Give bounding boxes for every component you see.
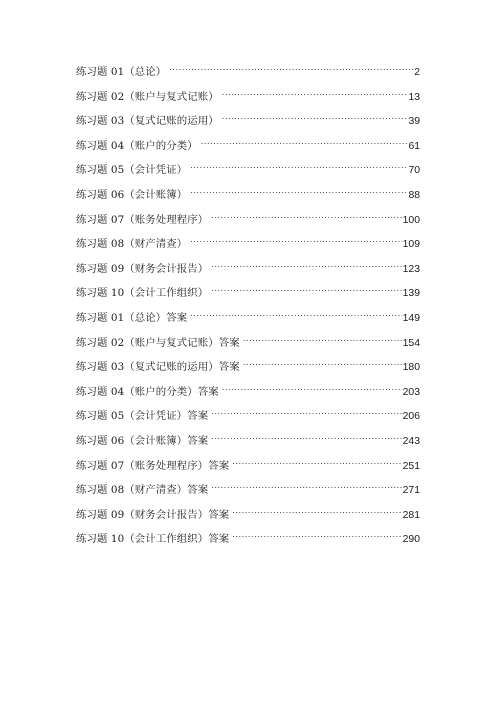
toc-entry-title: 练习题 09（财务会计报告）答案 xyxy=(76,508,230,521)
toc-entry-title: 练习题 08（财产清查）答案 xyxy=(76,484,209,497)
toc-page-number: 70 xyxy=(408,165,420,177)
toc-entry-title: 练习题 05（会计凭证）答案 xyxy=(76,410,209,423)
toc-entry-title: 练习题 10（会计工作组织）答案 xyxy=(76,533,230,546)
toc-entry-title: 练习题 10（会计工作组织） xyxy=(76,287,209,300)
toc-entry-7[interactable] xyxy=(76,212,420,237)
toc-entry-title: 练习题 02（账户与复式记账） xyxy=(76,90,219,103)
toc-dot-leader xyxy=(190,188,407,198)
toc-dot-leader xyxy=(211,409,401,419)
toc-entry-title: 练习题 03（复式记账的运用）答案 xyxy=(76,361,240,374)
toc-entry-1[interactable] xyxy=(76,64,420,89)
toc-page-number: 154 xyxy=(402,337,420,349)
toc-entry-8[interactable] xyxy=(76,236,420,261)
toc-dot-leader xyxy=(243,360,402,370)
toc-entry-2[interactable] xyxy=(76,89,420,114)
toc-dot-leader xyxy=(190,163,407,173)
toc-dot-leader xyxy=(243,336,402,346)
toc-dot-leader xyxy=(211,483,401,493)
toc-entry-13[interactable] xyxy=(76,359,420,384)
toc-page-number: 123 xyxy=(402,263,420,275)
toc-dot-leader xyxy=(211,213,401,223)
toc-entry-title: 练习题 06（会计账簿） xyxy=(76,188,188,201)
toc-page-number: 13 xyxy=(408,91,420,103)
toc-dot-leader xyxy=(211,434,401,444)
toc-page-number: 203 xyxy=(402,386,420,398)
toc-entry-12[interactable] xyxy=(76,335,420,360)
toc-dot-leader xyxy=(169,65,413,75)
toc-dot-leader xyxy=(190,311,401,321)
toc-entry-4[interactable] xyxy=(76,138,420,163)
toc-entry-6[interactable] xyxy=(76,187,420,212)
toc-entry-3[interactable] xyxy=(76,113,420,138)
toc-dot-leader xyxy=(222,114,408,124)
toc-entry-title: 练习题 07（账务处理程序）答案 xyxy=(76,459,230,472)
toc-page-number: 180 xyxy=(402,362,420,374)
toc-entry-14[interactable] xyxy=(76,384,420,409)
toc-page-number: 206 xyxy=(402,411,420,423)
toc-page-number: 139 xyxy=(402,288,420,300)
toc-entry-18[interactable] xyxy=(76,482,420,507)
toc-entry-11[interactable] xyxy=(76,310,420,335)
toc-entry-title: 练习题 07（账务处理程序） xyxy=(76,213,209,226)
toc-page-number: 290 xyxy=(402,534,420,546)
toc-entry-title: 练习题 02（账户与复式记账）答案 xyxy=(76,336,240,349)
toc-page-number: 39 xyxy=(408,116,420,128)
toc-page-number: 61 xyxy=(408,140,420,152)
toc-page-number: 2 xyxy=(414,67,420,78)
toc-entry-title: 练习题 01（总论）答案 xyxy=(76,311,188,324)
toc-entry-title: 练习题 08（财产清查） xyxy=(76,238,188,251)
toc-entry-19[interactable] xyxy=(76,507,420,532)
toc-entry-title: 练习题 04（账户的分类） xyxy=(76,139,198,152)
toc-entry-title: 练习题 06（会计账簿）答案 xyxy=(76,434,209,447)
toc-entry-15[interactable] xyxy=(76,408,420,433)
toc-dot-leader xyxy=(232,532,401,542)
toc-dot-leader xyxy=(190,237,401,247)
toc-entry-17[interactable] xyxy=(76,458,420,483)
toc-entry-title: 练习题 01（总论） xyxy=(76,66,167,78)
toc-dot-leader xyxy=(211,286,401,296)
toc-entry-9[interactable] xyxy=(76,261,420,286)
toc-entry-16[interactable] xyxy=(76,433,420,458)
toc-entry-title: 练习题 04（账户的分类）答案 xyxy=(76,385,219,398)
toc-dot-leader xyxy=(222,90,408,100)
toc-entry-title: 练习题 09（财务会计报告） xyxy=(76,262,209,275)
toc-page-number: 271 xyxy=(402,485,420,497)
toc-dot-leader xyxy=(232,508,401,518)
toc-page-number: 88 xyxy=(408,189,420,201)
toc-entry-5[interactable] xyxy=(76,162,420,187)
toc-dot-leader xyxy=(232,459,401,469)
toc-page-number: 109 xyxy=(402,239,420,251)
toc-page-number: 281 xyxy=(402,509,420,521)
toc-dot-leader xyxy=(211,262,401,272)
toc-page-number: 251 xyxy=(402,460,420,472)
toc-page-number: 243 xyxy=(402,435,420,447)
table-of-contents xyxy=(76,64,420,556)
toc-entry-title: 练习题 03（复式记账的运用） xyxy=(76,115,219,128)
toc-page-number: 100 xyxy=(402,214,420,226)
toc-dot-leader xyxy=(201,139,408,149)
toc-entry-20[interactable] xyxy=(76,531,420,556)
toc-page-number: 149 xyxy=(402,312,420,324)
toc-entry-title: 练习题 05（会计凭证） xyxy=(76,164,188,177)
toc-entry-10[interactable] xyxy=(76,285,420,310)
toc-dot-leader xyxy=(222,385,402,395)
